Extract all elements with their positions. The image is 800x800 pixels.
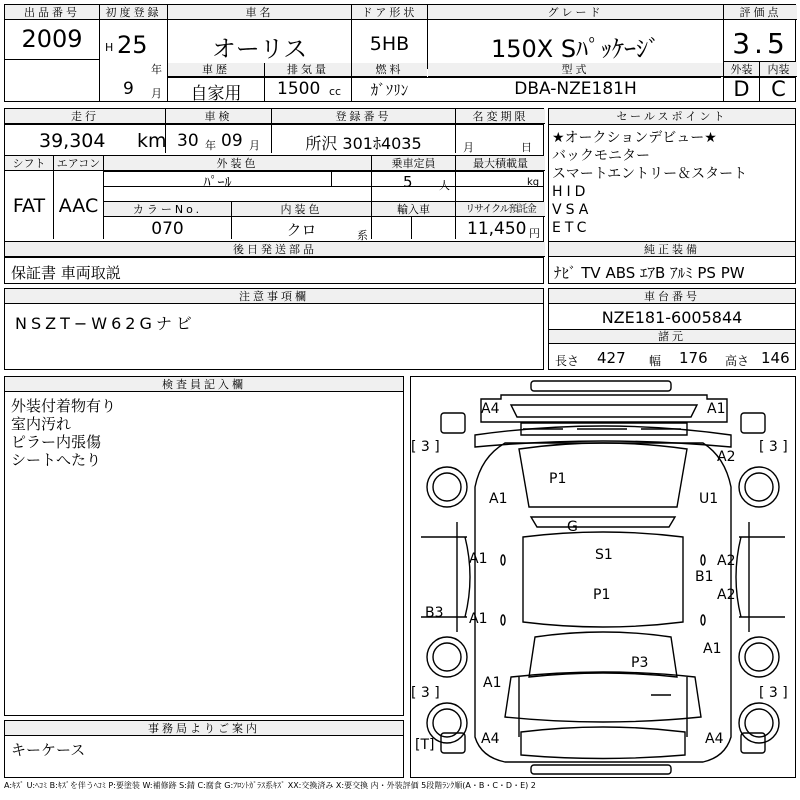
int-label: 内装 — [760, 62, 797, 77]
car-diagram — [411, 377, 795, 777]
mileage-unit: km — [137, 130, 167, 152]
lot-number: 2009 — [21, 25, 83, 53]
inspector-list — [11, 397, 116, 469]
damage-mark: P1 — [549, 471, 567, 487]
inspector-item: 室内汚れ — [11, 415, 72, 433]
damage-mark: [T] — [415, 737, 435, 753]
sales-item: HID — [552, 184, 590, 200]
damage-mark: S1 — [595, 547, 613, 563]
car-diagram-box — [410, 376, 796, 778]
length-label: 長さ — [555, 354, 580, 368]
inspect-month: 09 — [221, 131, 243, 151]
inspector-label: 検査員記入欄 — [5, 377, 403, 392]
damage-mark: A2 — [717, 587, 736, 603]
later-parts: 保証書 車両取説 — [11, 264, 121, 282]
damage-mark: G — [567, 519, 578, 535]
load-label: 最大積載量 — [456, 156, 545, 171]
capacity: 5 — [403, 173, 413, 191]
damage-mark: A1 — [469, 551, 488, 567]
width-label: 幅 — [649, 354, 662, 368]
damage-mark: [ 3 ] — [759, 685, 788, 701]
color-number: 070 — [151, 219, 184, 239]
capacity-label: 乗車定員 — [372, 156, 455, 171]
inspect-month-unit: 月 — [249, 139, 260, 152]
fuel: ｶﾞｿﾘﾝ — [370, 81, 409, 99]
intcolor-unit: 系 — [357, 229, 368, 242]
door-label: ドア形状 — [352, 5, 427, 20]
shift: FAT — [12, 195, 46, 217]
inspector-item: シートへたり — [11, 451, 102, 469]
damage-mark: B3 — [425, 605, 444, 621]
later-label: 後日発送部品 — [5, 242, 545, 257]
month-unit: 月 — [151, 87, 162, 100]
damage-mark: A4 — [705, 731, 724, 747]
chassis-box — [548, 288, 796, 370]
capacity-unit: 人 — [439, 179, 450, 192]
sales-label: セールスポイント — [549, 109, 795, 125]
mileage-label: 走行 — [5, 109, 165, 124]
sales-item: バックモニター — [552, 148, 650, 164]
damage-mark: A4 — [481, 401, 500, 417]
score: 3.5 — [732, 27, 789, 60]
damage-mark: P3 — [631, 655, 649, 671]
year-unit: 年 — [151, 63, 162, 76]
equipment: ﾅﾋﾞ TV ABS ｴｱB ｱﾙﾐ PS PW — [554, 264, 745, 282]
color-label: 外装色 — [104, 156, 371, 171]
equip-label: 純正装備 — [549, 242, 795, 257]
inspector-box — [4, 376, 404, 716]
notes-label: 注意事項欄 — [5, 289, 543, 304]
inspector-item: 外装付着物有り — [11, 397, 117, 415]
damage-mark: A1 — [707, 401, 726, 417]
import-label: 輸入車 — [372, 202, 455, 217]
damage-mark: A2 — [717, 449, 736, 465]
int-grade: C — [771, 77, 786, 101]
damage-mark: A1 — [703, 641, 722, 657]
car-name-label: 車名 — [168, 5, 351, 20]
displacement: 1500 — [277, 79, 321, 99]
damage-mark: U1 — [699, 491, 719, 507]
length: 427 — [597, 349, 626, 367]
legend: A:ｷｽﾞ U:ﾍｺﾐ B:ｷｽﾞを伴うﾍｺﾐ P:要塗装 W:補修跡 S:錆 C:腐食 G:ﾌﾛﾝﾄｶﾞﾗｽ系ｷｽﾞ XX:交換済み X:要交換 内・外装評価 5段階ﾗﾝｸ順(A・B・C・D・E) 2 — [4, 781, 536, 790]
grade: 150X Sﾊﾟｯｹｰｼﾞ — [490, 35, 661, 63]
fuel-label: 燃料 — [352, 63, 427, 77]
regno-label: 登録番号 — [272, 109, 455, 124]
damage-mark: B1 — [695, 569, 714, 585]
damage-mark: [ 3 ] — [411, 685, 440, 701]
detail-box — [4, 108, 544, 284]
header-box — [4, 4, 796, 102]
shift-label: シフト — [5, 156, 53, 171]
load-unit: kg — [527, 177, 540, 188]
office-text: キーケース — [11, 741, 86, 759]
disp-unit: cc — [329, 85, 342, 98]
damage-mark: [ 3 ] — [759, 439, 788, 455]
ext-grade: D — [733, 77, 750, 101]
registration-number: 所沢 301ﾎ4035 — [305, 134, 422, 153]
damage-mark: P1 — [593, 587, 611, 603]
inspect-label: 車検 — [166, 109, 271, 124]
car-name: オーリス — [211, 35, 308, 63]
first-reg-month: 9 — [123, 79, 134, 99]
sales-item: ETC — [552, 220, 591, 236]
sales-item: スマートエントリー＆スタート — [552, 166, 748, 182]
grade-label: グレード — [428, 5, 723, 20]
first-reg-year: 25 — [117, 31, 148, 59]
first-reg-label: 初度登録 — [100, 5, 167, 20]
namechg-day: 日 — [521, 141, 532, 154]
sales-list — [552, 129, 747, 237]
sales-box — [548, 108, 796, 284]
interior-color: クロ — [286, 221, 317, 239]
chassis-number: NZE181-6005844 — [601, 308, 743, 327]
damage-mark: A2 — [717, 553, 736, 569]
chassis-label: 車台番号 — [549, 289, 795, 304]
score-label: 評価点 — [724, 5, 797, 20]
office-box — [4, 720, 404, 778]
ac: AAC — [58, 195, 99, 217]
inspect-year: 30 — [177, 131, 199, 151]
lot-label: 出品番号 — [5, 5, 99, 20]
height: 146 — [761, 349, 790, 367]
first-reg-era: H — [105, 41, 114, 54]
sales-item: VSA — [552, 202, 593, 218]
recycle-unit: 円 — [529, 227, 540, 240]
history-label: 車歴 — [168, 63, 264, 77]
intcolor-label: 内装色 — [232, 202, 371, 217]
model-code: DBA-NZE181H — [514, 79, 637, 99]
inspect-year-unit: 年 — [205, 139, 216, 152]
model-label: 型式 — [428, 63, 723, 77]
notes-text: NSZT−W62Gナビ — [15, 314, 196, 333]
damage-mark: A4 — [481, 731, 500, 747]
width: 176 — [679, 349, 708, 367]
disp-label: 排気量 — [265, 63, 351, 77]
height-label: 高さ — [725, 354, 750, 368]
damage-mark: A1 — [469, 611, 488, 627]
recycle-fee: 11,450 — [467, 219, 527, 239]
damage-mark: A1 — [483, 675, 502, 691]
damage-mark: A1 — [489, 491, 508, 507]
office-label: 事務局よりご案内 — [5, 721, 403, 736]
dims-label: 諸元 — [549, 330, 795, 344]
mileage: 39,304 — [39, 130, 106, 152]
history: 自家用 — [190, 84, 242, 104]
notes-box — [4, 288, 544, 370]
door-type: 5HB — [369, 33, 410, 55]
inspector-item: ピラー内張傷 — [11, 433, 102, 451]
namechg-label: 名変期限 — [456, 109, 545, 124]
colorno-label: カラーNo. — [104, 202, 231, 217]
damage-mark: [ 3 ] — [411, 439, 440, 455]
recycle-label: リサイクル預託金 — [456, 202, 545, 217]
sales-item: ★オークションデビュー★ — [552, 130, 717, 146]
exterior-color: ﾊﾟｰﾙ — [203, 175, 232, 191]
ext-label: 外装 — [724, 62, 759, 77]
namechg-month: 月 — [463, 141, 474, 154]
ac-label: エアコン — [54, 156, 103, 171]
